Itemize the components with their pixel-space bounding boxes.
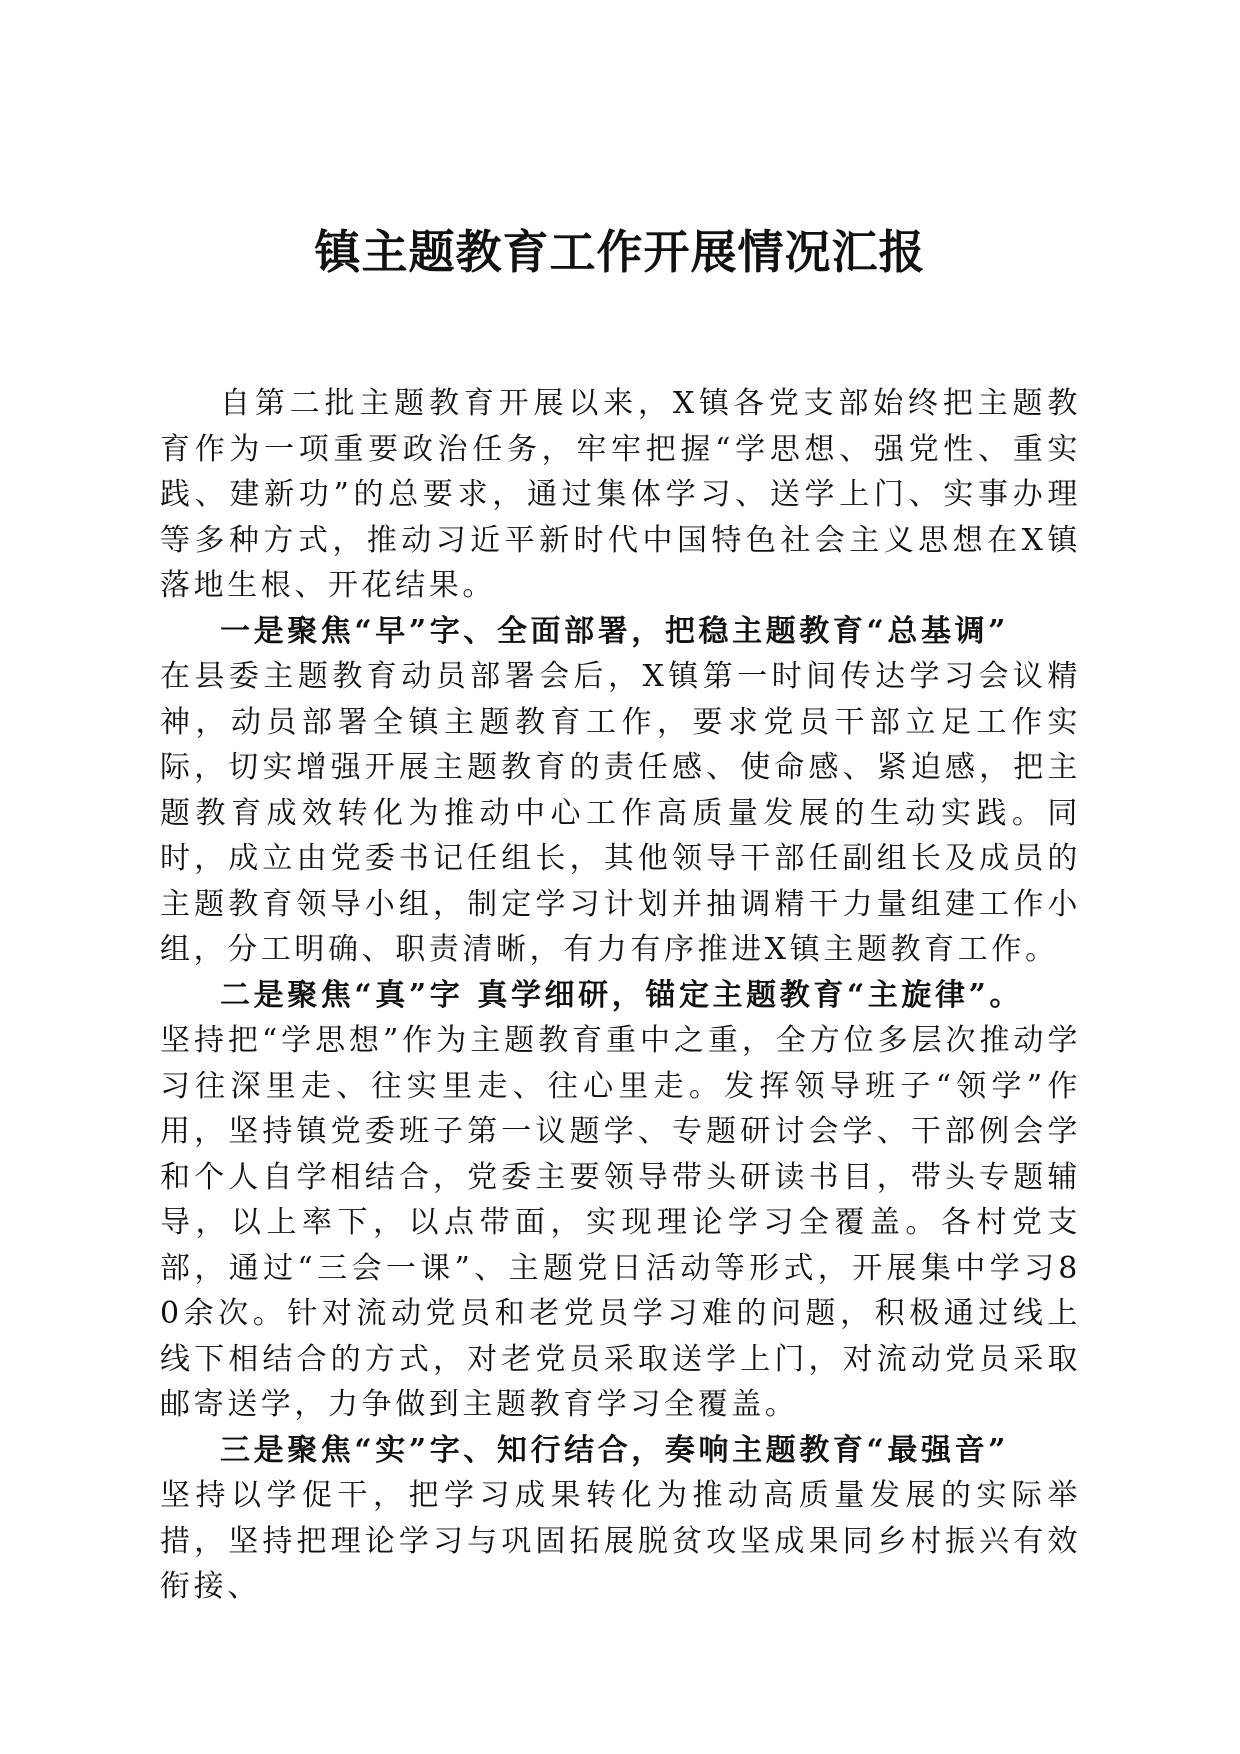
paragraph-section-3 (160, 1428, 1081, 1610)
section-heading: 二是聚焦“真”字 真学细研，锚定主题教育“主旋律”。 (220, 977, 1024, 1013)
paragraph-intro (160, 381, 1081, 609)
section-heading: 三是聚焦“实”字、知行结合，奏响主题教育“最强音” (220, 1432, 1010, 1468)
paragraph-text: 在县委主题教育动员部署会后，X镇第一时间传达学习会议精神，动员部署全镇主题教育工作，要求党员干部立足工作实际，切实增强开展主题教育的责任感、使命感、紧迫感，把主题教育成效转化为推动中心工作高质量发展的生动实践。同时，成立由党委书记任组长，其他领导干部任副组长及成员的主题教育领导小组，制定学习计划并抽调精干力量组建工作小组，分工明确、职责清晰，有力有序推进X镇主题教育工作。 (160, 659, 1081, 967)
paragraph-text: 自第二批主题教育开展以来，X镇各党支部始终把主题教育作为一项重要政治任务，牢牢把握“学思想、强党性、重实践、建新功”的总要求，通过集体学习、送学上门、实事办理等多种方式，推动习近平新时代中国特色社会主义思想在X镇落地生根、开花结果。 (160, 386, 1081, 603)
document-title: 镇主题教育工作开展情况汇报 (314, 225, 926, 279)
document-body (160, 381, 1081, 1610)
paragraph-section-1 (160, 609, 1081, 973)
paragraph-section-2 (160, 973, 1081, 1428)
section-heading: 一是聚焦“早”字、全面部署，把稳主题教育“总基调” (220, 613, 1010, 649)
paragraph-text: 坚持以学促干，把学习成果转化为推动高质量发展的实际举措，坚持把理论学习与巩固拓展脱贫攻坚成果同乡村振兴有效衔接、 (160, 1478, 1081, 1604)
paragraph-text: 坚持把“学思想”作为主题教育重中之重，全方位多层次推动学习往深里走、往实里走、往心里走。发挥领导班子“领学”作用，坚持镇党委班子第一议题学、专题研讨会学、干部例会学和个人自学相结合，党委主要领导带头研读书目，带头专题辅导，以上率下，以点带面，实现理论学习全覆盖。各村党支部，通过“三会一课”、主题党日活动等形式，开展集中学习80余次。针对流动党员和老党员学习难的问题，积极通过线上线下相结合的方式，对老党员采取送学上门，对流动党员采取邮寄送学，力争做到主题教育学习全覆盖。 (160, 1023, 1081, 1422)
